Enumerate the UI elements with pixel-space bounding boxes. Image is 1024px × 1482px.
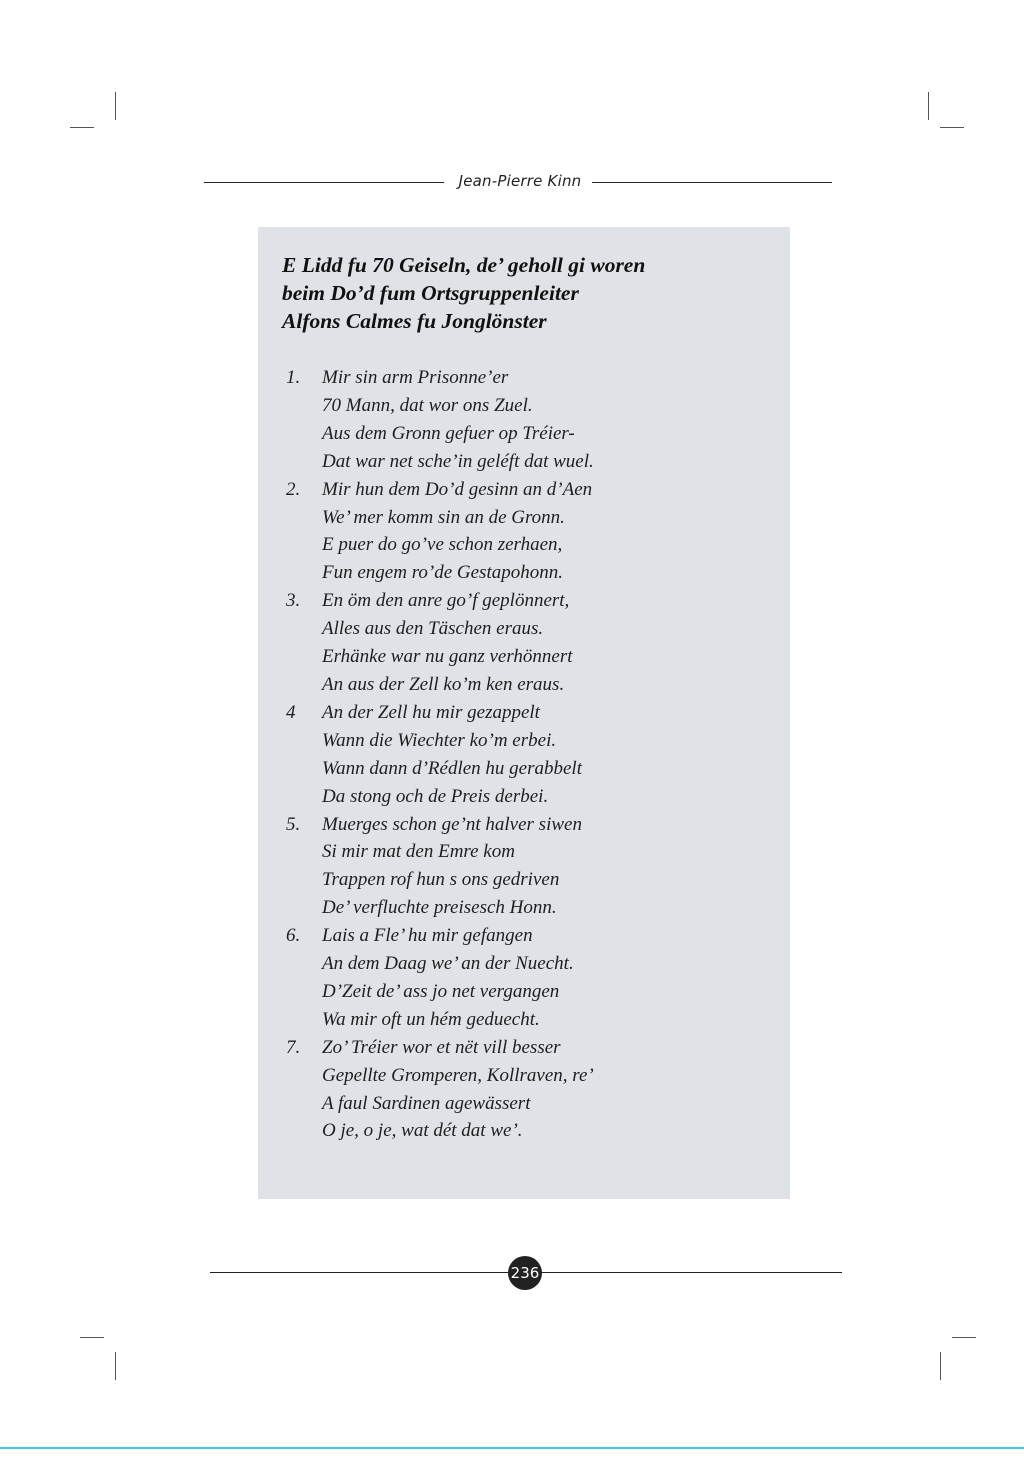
song-title-line: Alfons Calmes fu Jonglönster: [282, 309, 547, 333]
stanza-number: 7.: [286, 1036, 301, 1058]
verse-line: En öm den anre go’f geplönnert,: [322, 590, 570, 612]
verse-line: An der Zell hu mir gezappelt: [322, 701, 540, 723]
song-box: [258, 227, 790, 1199]
verse-line: Wann die Wiechter ko’m erbei.: [322, 729, 557, 751]
crop-mark-top-left-horizontal: [70, 127, 94, 128]
page-number-badge: 236: [508, 1256, 542, 1290]
verse-line: Mir sin arm Prisonne’er: [322, 367, 509, 388]
crop-mark-bottom-left-horizontal: [80, 1337, 104, 1338]
verse-line: D’Zeit de’ ass jo net vergangen: [322, 980, 560, 1002]
stanza-1: [286, 364, 766, 476]
stanza-number: 4: [286, 701, 296, 723]
crop-mark-top-right-vertical: [928, 92, 929, 120]
verse-line: An aus der Zell ko’m ken eraus.: [322, 673, 565, 695]
verse-line: An dem Daag we’ an der Nuecht.: [322, 953, 574, 975]
song-title-line: E Lidd fu 70 Geiseln, de’ geholl gi woren: [282, 253, 646, 277]
stanza-5: [286, 811, 766, 923]
stanza-2: [286, 476, 766, 588]
verse-line: Fun engem ro’de Gestapohonn.: [322, 562, 563, 584]
stanza-list: [286, 364, 766, 1145]
stanza-number: 3.: [286, 590, 301, 612]
verse-line: Da stong och de Preis derbei.: [322, 785, 549, 807]
song-title-line: beim Do’d fum Ortsgruppenleiter: [282, 281, 579, 305]
stanza-number: 1.: [286, 367, 301, 388]
crop-mark-top-left-vertical: [115, 92, 116, 120]
verse-line: Mir hun dem Do’d gesinn an d’Aen: [322, 478, 593, 500]
footer-rule-left: [210, 1272, 510, 1273]
crop-mark-bottom-right-vertical: [940, 1352, 941, 1380]
crop-mark-bottom-right-horizontal: [952, 1337, 976, 1338]
verse-line: 70 Mann, dat wor ons Zuel.: [322, 394, 533, 416]
verse-line: E puer do go’ve schon zerhaen,: [322, 534, 563, 556]
stanza-6: [286, 922, 766, 1034]
crop-mark-top-right-horizontal: [940, 127, 964, 128]
verse-line: Muerges schon ge’nt halver siwen: [322, 813, 582, 835]
header-rule-right: [592, 182, 832, 183]
stanza-7: [286, 1034, 766, 1146]
bottom-edge-line: [0, 1447, 1024, 1449]
verse-line: Alles aus den Täschen eraus.: [322, 618, 544, 640]
header-rule-left: [204, 182, 444, 183]
stanza-4: [286, 699, 766, 811]
verse-line: Gepellte Gromperen, Kollraven, re’: [322, 1064, 594, 1086]
stanza-number: 6.: [286, 925, 301, 947]
song-title: [282, 251, 762, 335]
verse-line: O je, o je, wat dét dat we’.: [322, 1120, 523, 1142]
verse-line: Erhänke war nu ganz verhönnert: [322, 646, 573, 668]
stanza-number: 2.: [286, 478, 301, 500]
verse-line: Zo’ Tréier wor et nët vill besser: [322, 1036, 561, 1058]
verse-line: A faul Sardinen agewässert: [322, 1092, 531, 1114]
verse-line: Wann dann d’Rédlen hu gerabbelt: [322, 757, 582, 779]
verse-line: Lais a Fle’ hu mir gefangen: [322, 925, 533, 947]
running-head: Jean-Pierre Kinn: [458, 172, 582, 190]
verse-line: Si mir mat den Emre kom: [322, 841, 515, 863]
stanza-3: [286, 587, 766, 699]
stanza-number: 5.: [286, 813, 301, 835]
verse-line: Wa mir oft un hém geduecht.: [322, 1008, 540, 1030]
verse-line: Trappen rof hun s ons gedriven: [322, 869, 560, 891]
verse-line: De’ verfluchte preisesch Honn.: [322, 897, 557, 919]
verse-line: Aus dem Gronn gefuer op Tréier-: [322, 422, 575, 444]
verse-line: We’ mer komm sin an de Gronn.: [322, 506, 565, 528]
verse-line: Dat war net sche’in geléft dat wuel.: [322, 450, 594, 472]
footer-rule-right: [540, 1272, 842, 1273]
crop-mark-bottom-left-vertical: [115, 1352, 116, 1380]
